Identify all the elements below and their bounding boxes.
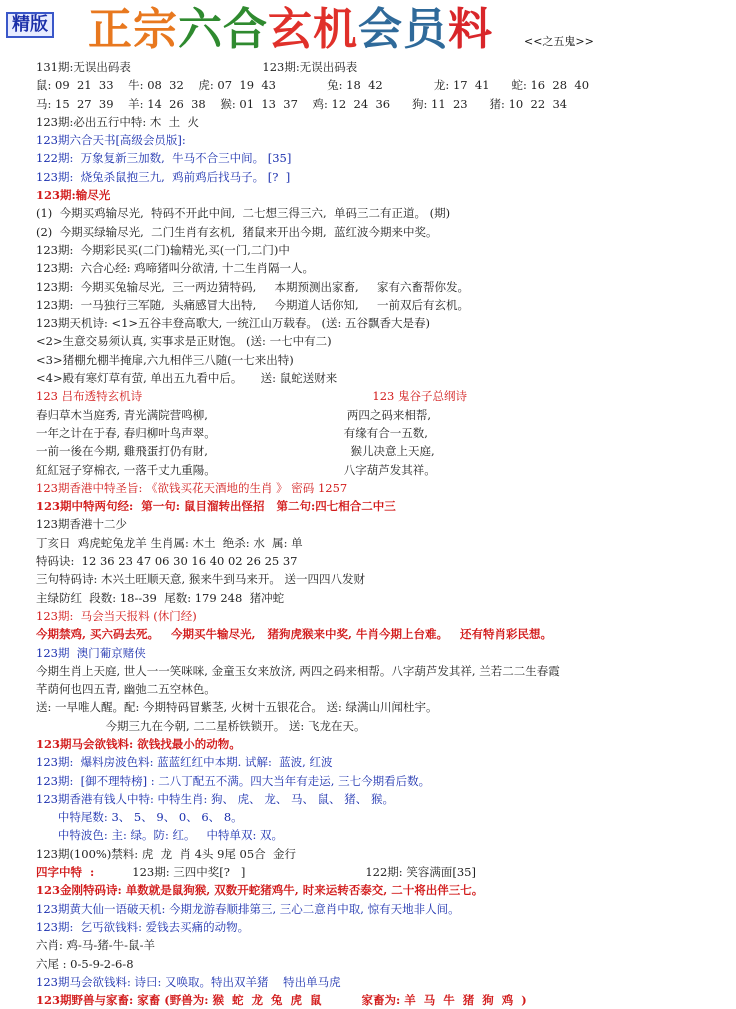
content-line [36, 95, 728, 113]
line-text: 123期(100%)禁料: 虎 龙 肖 4头 9尾 05合 金行 [36, 846, 296, 861]
content-line [36, 808, 728, 826]
content-line [36, 332, 728, 350]
line-text: (1) 今期买鸡输尽光, 特码不开此中间, 二七想三得三六, 单码三二有正道。 (期) [36, 206, 451, 221]
content-line [36, 662, 728, 680]
edition-badge[interactable]: 精版 [6, 12, 54, 38]
line-text: 今期禁鸡, 买六码去死。 今期买牛输尽光, 猪狗虎猴来中奖, 牛肖今期上台难。 还有特肖彩民想。 [36, 627, 553, 642]
content-line [36, 168, 728, 186]
period-123-prediction: 123期: 三四中奖[? ] [132, 865, 246, 880]
line-text: 123期:必出五行中特: 木 土 火 [36, 114, 199, 129]
line-text: 123期六合天书[高级会员版]: [36, 133, 186, 148]
author-credit: <<之五鬼>> [524, 35, 594, 48]
line-text: 123期香港中特圣旨: 《欲钱买花天酒地的生肖 》 密码 1257 [36, 480, 348, 495]
line-text: 中特波色: 主: 绿。防: 红。 中特单双: 双。 [36, 828, 284, 843]
content-line [36, 845, 728, 863]
four-char-label: 四字中特 : [36, 865, 95, 880]
content-line [36, 698, 728, 716]
content-line [36, 607, 728, 625]
content-line [36, 625, 728, 643]
line-text: <2>生意交易须认真, 实事求是正财饱。 (送: 一七中有二) [36, 334, 332, 349]
content-line [36, 369, 728, 387]
content-line [36, 717, 728, 735]
period-122-result: 122期: 笑容满面[35] [365, 865, 476, 880]
line-text: 主绿防红 段数: 18--39 尾数: 179 248 猪冲蛇 [36, 590, 285, 605]
content-line [36, 479, 728, 497]
line-text: 马: 15 27 39 羊: 14 26 38 猴: 01 13 37 鸡: 12 24 36 狗: 11 23 猪: 10 22 34 [36, 96, 568, 111]
line-text: 123期野兽与家畜: 家畜 (野兽为: 猴 蛇 龙 兔 虎 鼠 家畜为: 羊 马 牛 猪 狗 鸡 ) [36, 993, 527, 1008]
line-text: 一年之计在于春, 春归柳叶鸟声翠。 有缘有合一五数, [36, 425, 428, 440]
content-line [36, 790, 728, 808]
content-line [36, 900, 728, 918]
content-line [36, 589, 728, 607]
line-text: 123期: 一马独行三军随, 头痛感冒大出特, 今期道人话你知, 一前双后有玄机。 [36, 297, 469, 312]
line-text: 鼠: 09 21 33 牛: 08 32 虎: 07 19 43 兔: 18 42 龙: 17 41 蛇: 16 28 40 [36, 78, 590, 93]
line-text: 123 吕布透特玄机诗 123 鬼谷子总纲诗 [36, 389, 468, 404]
line-text: 123期黄大仙一语破天机: 今期龙游春顺排第三, 三心二意肖中取, 惊有天地非人间。 [36, 901, 460, 916]
content-line [36, 204, 728, 222]
content-line [36, 186, 728, 204]
content-line [36, 863, 728, 881]
line-text: 123期香港有钱人中特: 中特生肖: 狗、 虎、 龙、 马、 鼠、 猪、 猴。 [36, 791, 394, 806]
content-line [36, 918, 728, 936]
content-line [36, 314, 728, 332]
line-text: 今期生肖上天庭, 世人一一笑咪咪, 金童玉女来放济, 两四之码来相帮。八字葫芦发其祥, 兰若二二生春霞 [36, 663, 560, 678]
title-part-5: 料 [448, 4, 493, 55]
content-line [36, 680, 728, 698]
line-text: 中特尾数: 3、 5、 9、 0、 6、 8。 [36, 810, 243, 825]
title-part-2: 六合 [178, 4, 268, 55]
content-line [36, 241, 728, 259]
line-text: 123期: 乞丐欲钱料: 爱钱去买痛的动物。 [36, 919, 250, 934]
content-line [36, 424, 728, 442]
title-part-3: 玄机 [268, 4, 358, 55]
line-text: 特码诀: 12 36 23 47 06 30 16 40 02 26 25 37 [36, 554, 298, 569]
content-line [36, 406, 728, 424]
header [0, 0, 736, 60]
content-line [36, 149, 728, 167]
content-line [36, 351, 728, 369]
content-line [36, 534, 728, 552]
content-line [36, 497, 728, 515]
content-line [36, 76, 728, 94]
line-text: 今期三九在今朝, 二二星桥铁锁开。 送: 飞龙在天。 [36, 718, 366, 733]
content-line [36, 58, 728, 76]
line-text: 123期: 爆料房波色料: 蓝蓝红红中本期. 试解: 蓝波, 红波 [36, 755, 333, 770]
content-line [36, 936, 728, 954]
page-title [88, 4, 493, 56]
line-text: 123期中特两句经: 第一句: 鼠目溜转出怪招 第二句:四七相合二中三 [36, 499, 396, 514]
content-line [36, 753, 728, 771]
line-text: 一前一後在今期, 雞飛蛋打仍有財, 猴儿决意上天庭, [36, 444, 435, 459]
line-text: 春归草木当庭秀, 青光满院营鸣柳, 两四之码来相帮, [36, 407, 432, 422]
line-text: 芊荫何也四五青, 幽弛二五空林色。 [36, 682, 216, 697]
content-line [36, 278, 728, 296]
content-line [36, 955, 728, 973]
content-line [36, 461, 728, 479]
content-line [36, 259, 728, 277]
line-text: 123期: 今期买兔输尽光, 三一两边猜特码, 本期预测出家畜, 家有六畜帮你发。 [36, 279, 469, 294]
title-part-1: 正宗 [88, 4, 178, 55]
line-text: 紅紅冠子穿棉衣, 一落千丈九重陽。 八字葫芦发其祥。 [36, 462, 436, 477]
line-text: 六尾 : 0-5-9-2-6-8 [36, 956, 134, 971]
line-text: 123期马会欲钱料: 欲钱找最小的动物。 [36, 736, 241, 751]
line-text: 送: 一早唯人醒。配: 今期特码冒紫茎, 火树十五银花合。 送: 绿满山川闻杜宇。 [36, 700, 438, 715]
line-text: 122期: 万象复新三加数, 牛马不合三中间。 [35] [36, 151, 292, 166]
line-text: 131期:无误出码表 123期:无误出码表 [36, 60, 358, 74]
line-text: 123期: 今期彩民买(二门)输精光,买(一门,二门)中 [36, 242, 290, 257]
line-text: 123期: 烧兔杀鼠抱三九, 鸡前鸡后找马子。 [? ] [36, 169, 291, 184]
line-text: 123期: 马会当天报料 (休门经) [36, 608, 197, 623]
line-text: 丁亥日 鸡虎蛇兔龙羊 生肖属: 木土 绝杀: 水 属: 单 [36, 535, 303, 550]
line-text: <3>猪棚允棚半掩扉,六九相伴三八随(一七来出特) [36, 352, 294, 367]
content-line [36, 826, 728, 844]
line-text: 六肖: 鸡-马-猪-牛-鼠-羊 [36, 938, 155, 953]
line-text: 123期 澳门葡京赌侠 [36, 645, 146, 660]
content-line [36, 772, 728, 790]
line-text: (2) 今期买绿输尽光, 二门生肖有玄机, 猪鼠来开出今期, 蓝红波今期来中奖。 [36, 224, 438, 239]
content-line [36, 973, 728, 991]
line-text: 123期: [御不理特榜] : 二八丁配五不满。四大当年有走运, 三七今期看后数。 [36, 773, 431, 788]
line-text: 123期马会欲钱料: 诗曰: 又唤取。特出双羊猪 特出单马虎 [36, 974, 341, 989]
line-text: 123期: 六合心经: 鸡啼猪叫分欲清, 十二生肖隔一人。 [36, 261, 314, 276]
content-line [36, 296, 728, 314]
content-line [36, 735, 728, 753]
content-line [36, 515, 728, 533]
content-line [36, 644, 728, 662]
content-line [36, 991, 728, 1009]
content-line [36, 570, 728, 588]
content-line [36, 387, 728, 405]
line-text: 123期香港十二少 [36, 517, 127, 532]
line-text: 123金刚特码诗: 单数就是鼠狗猴, 双数开蛇猪鸡牛, 时来运转否泰交, 二十将出伴三七。 [36, 883, 484, 898]
content-line [36, 552, 728, 570]
line-text: 123期天机诗: <1>五谷丰登高歌大, 一统江山万载春。 (送: 五谷飘香大是春) [36, 316, 431, 331]
line-text: <4>殿有寒灯草有萤, 单出五九看中后。 送: 鼠蛇送财来 [36, 371, 338, 386]
content-line [36, 223, 728, 241]
content-line [36, 881, 728, 899]
content-line [36, 442, 728, 460]
content-line [36, 131, 728, 149]
line-text: 三句特码诗: 木兴土旺顺天意, 猴来牛到马来开。 送一四四八发财 [36, 572, 365, 587]
content-body [36, 58, 728, 1009]
line-text: 123期:输尽光 [36, 188, 111, 203]
content-line [36, 113, 728, 131]
title-part-4: 会员 [358, 4, 448, 55]
